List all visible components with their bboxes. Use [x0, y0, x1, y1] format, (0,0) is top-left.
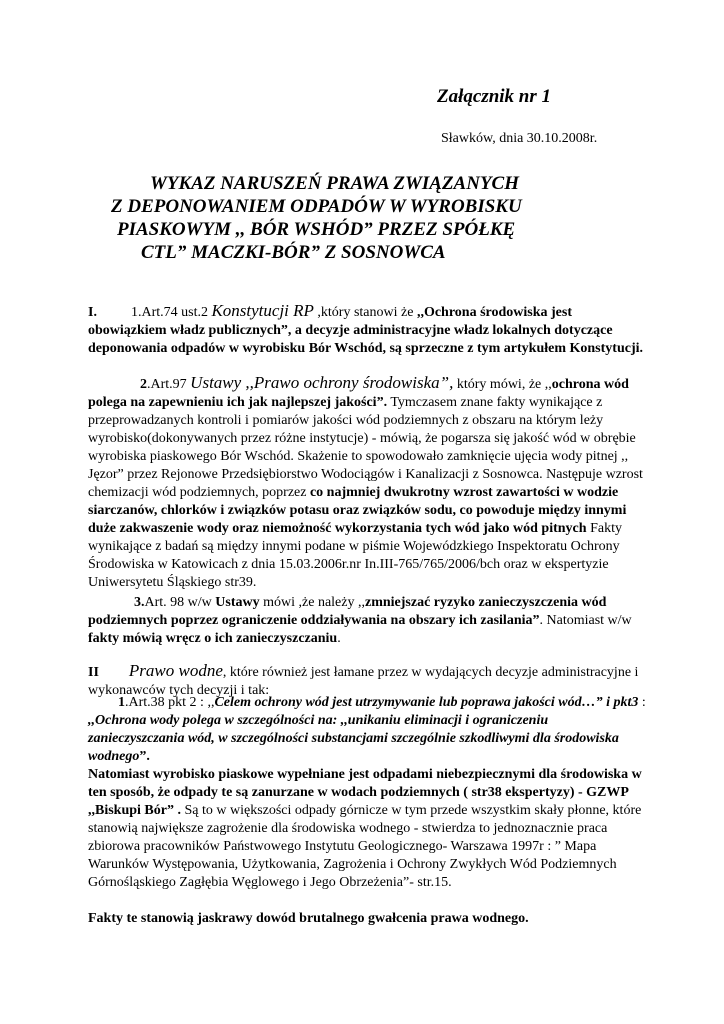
p2-number: 2 — [140, 377, 147, 392]
p2-article: .Art.97 — [147, 377, 191, 392]
section2-paragraph3 — [88, 910, 648, 928]
p1-quote: ,,Ochrona środowiska jest obowiązkiem władz publicznych”, a decyzje administracyjne władz lokalnych dotyczące deponowania odpadów w wyrobisku Bór Wschód, są sprzeczne z tym artykułem Konstytucji. — [88, 305, 643, 356]
p2-bold: co najmniej dwukrotny wzrost zawartości w wodzie siarczanów, chlorków i związków potasu oraz związków sodu, co powoduje między innymi duże zakwaszenie wody oraz niemożność wykorzystania tych wód jako wód pitnych — [88, 485, 627, 536]
s2-p1-number: 1 — [118, 695, 125, 710]
section1-paragraph2 — [88, 374, 648, 592]
p1-text: ,który stanowi że — [313, 305, 417, 320]
s2-p1-quote1: Celem ochrony wód jest utrzymywanie lub poprawa jakości wód…” i pkt3 — [214, 695, 639, 710]
section2-numeral: II — [88, 665, 99, 680]
section2-paragraph2 — [88, 766, 648, 892]
s2-p1-quote2: ,,Ochrona wody polega w szczególności na: ,,unikaniu eliminacji i ograniczeniu zanieczyszczania wód, w szczególności substancjami szczególnie szkodliwymi dla środowiska wodnego — [88, 713, 619, 764]
p1-act: Konstytucji RP — [211, 301, 314, 320]
section1-paragraph1 — [88, 302, 648, 358]
p3-end: . — [337, 631, 341, 646]
p2-quote: ochrona wód polega na zapewnieniu ich jak najlepszej jakości”. — [88, 377, 629, 410]
section1-numeral: I. — [88, 305, 97, 320]
s2-p3-bold: Fakty te stanowią jaskrawy dowód brutalnego gwałcenia prawa wodnego. — [88, 911, 529, 926]
s2-p2-bold: Natomiast wyrobisko piaskowe wypełniane jest odpadami niebezpiecznymi dla środowiska w ten sposób, że odpady te są zanurzane w wodach podziemnych ( str38 ekspertyzy) - GZWP ,,Biskupi Bór” . — [88, 767, 642, 818]
attachment-label: Załącznik nr 1 — [437, 86, 552, 107]
p3-text2: . Natomiast w/w — [539, 613, 632, 628]
p2-text2: Tymczasem znane fakty wynikające z przeprowadzanych kontroli i pomiarów jakości wód podziemnych z obszaru na którym leży wyrobisko(dokonywanych przez różne instytucje) - mówią, że pogarsza się jakość wód w obrębie wyrobiska piaskowego Bór Wschód. Skażenie to spowodowało zamknięcie ujęcia wody pitnej ,, Jęzor” przez Rejonowe Przedsiębiorstwo Wodociągów i Kanalizacji z Sosnowca. Następuje wzrost chemizacji wód podziemnych, poprzez — [88, 395, 643, 500]
p2-act: Ustawy ,,Prawo ochrony środowiska”, — [190, 373, 454, 392]
s2-p1-colon: : — [638, 695, 646, 710]
date-line: Sławków, dnia 30.10.2008r. — [441, 131, 598, 146]
section2-intro-text: , które również jest łamane przez w wydających decyzje administracyjne i wykonawców tych decyzji i tak: — [88, 665, 639, 698]
p1-article: .Art.74 ust.2 — [137, 305, 212, 320]
section1-paragraph3 — [88, 594, 648, 648]
title-line-3: PIASKOWYM ,, BÓR WSHÓD” PRZEZ SPÓŁKĘ — [117, 219, 516, 240]
s2-p2-text: Są to w większości odpady górnicze w tym przede wszystkim skały płonne, które stanowią największe zagrożenie dla środowiska wodnego - stwierdza to jednoznacznie praca zbiorowa pracowników Państwowego Instytutu Geologicznego- Warszawa 1997r : ” Mapa Warunków Występowania, Użytkowania, Zagrożenia i Ochrony Zwykłych Wód Podziemnych Górnośląskiego Zagłębia Węglowego i Jego Obrzeżenia”- str.15. — [88, 803, 642, 890]
p3-act: Ustawy — [215, 595, 260, 610]
p2-text3: Fakty wynikające z badań są między innymi podane w piśmie Wojewódzkiego Inspektoratu Ochrony Środowiska w Katowicach z dnia 15.03.2006r.nr In.III-765/765/2006/bch oraz w ekspertyzie Uniwersytetu Śląskiego str39. — [88, 521, 622, 590]
p3-article: Art. 98 w/w — [144, 595, 216, 610]
p1-number: 1 — [130, 305, 138, 320]
section2-paragraph1 — [88, 694, 648, 766]
p3-quote: zmniejszać ryzyko zanieczyszczenia wód podziemnych poprzez ograniczenie oddziaływania na obszary ich zasilania” — [88, 595, 607, 628]
s2-p1-end: ”. — [139, 749, 150, 764]
section2-act: Prawo wodne — [128, 661, 223, 680]
p2-text1: który mówi, że ,, — [453, 377, 552, 392]
p3-bold: fakty mówią wręcz o ich zanieczyszczaniu — [88, 631, 338, 646]
title-line-2: Z DEPONOWANIEM ODPADÓW W WYROBISKU — [111, 196, 522, 217]
s2-p1-article: .Art.38 pkt 2 : ,, — [125, 695, 215, 710]
p3-text1: mówi ,że należy ,, — [259, 595, 365, 610]
title-line-1: WYKAZ NARUSZEŃ PRAWA ZWIĄZANYCH — [150, 173, 519, 194]
p3-number: 3. — [134, 595, 145, 610]
title-line-4: CTL” MACZKI-BÓR” Z SOSNOWCA — [141, 242, 446, 263]
